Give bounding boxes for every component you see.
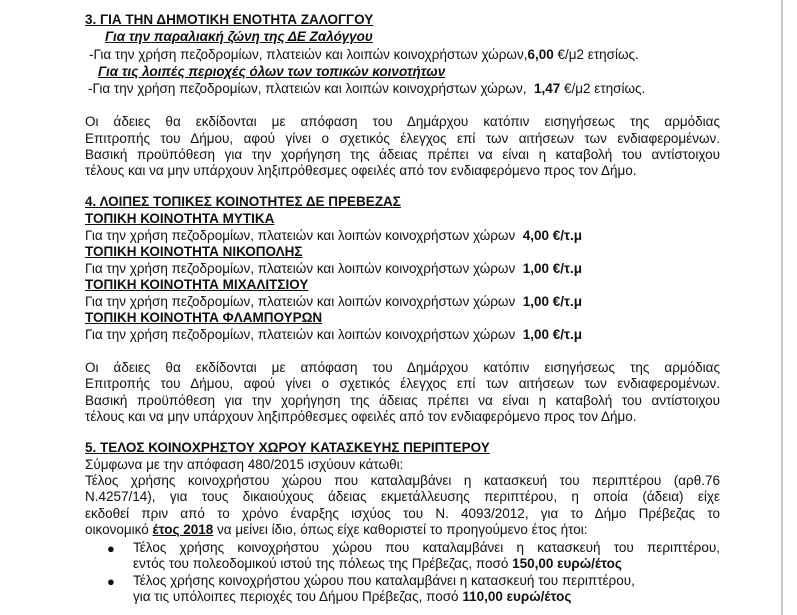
community-name: ΤΟΠΙΚΗ ΚΟΙΝΟΤΗΤΑ ΦΛΑΜΠΟΥΡΩΝ — [85, 310, 323, 325]
bullet-icon: ● — [107, 574, 115, 589]
paragraph-b-line: τέλους και να μην υπάρχουν ληξιπρόθεσμες οφειλές από τον ενδιαφερόμενο προς τον Δήμο. — [85, 409, 637, 424]
community-name: ΤΟΠΙΚΗ ΚΟΙΝΟΤΗΤΑ ΜΙΧΑΛΙΤΣΙΟΥ — [85, 277, 309, 292]
bullet-icon: ● — [107, 541, 115, 556]
section-4-heading: 4. ΛΟΙΠΕΣ ΤΟΠΙΚΕΣ ΚΟΙΝΟΤΗΤΕΣ ΔΕ ΠΡΕΒΕΖΑΣ — [85, 194, 401, 209]
community-fee-line: Για την χρήση πεζοδρομίων, πλατειών και λοιπών κοινοχρήστων χώρων 1,00 €/τ.μ — [85, 261, 583, 276]
community-fee-line: Για την χρήση πεζοδρομίων, πλατειών και λοιπών κοινοχρήστων χώρων 1,00 €/τ.μ — [85, 294, 583, 309]
section-5-intro: Σύμφωνα με την απόφαση 480/2015 ισχύουν κάτωθι: — [85, 457, 404, 472]
section-3-heading: 3. ΓΙΑ ΤΗΝ ΔΗΜΟΤΙΚΗ ΕΝΟΤΗΤΑ ΖΑΛΟΓΓΟΥ — [85, 12, 374, 27]
community-fee-line: Για την χρήση πεζοδρομίων, πλατειών και λοιπών κοινοχρήστων χώρων 1,00 €/τ.μ — [85, 327, 583, 342]
section-3-line-other: -Για την χρήση πεζοδρομίων, πλατειών και λοιπών κοινοχρήστων χώρων, 1,47 €/μ2 ετησίως. — [88, 81, 646, 96]
year-highlight: έτος 2018 — [152, 522, 214, 537]
bullet-2-line-1: Τέλος χρήσης κοινοχρήστου χώρου που καταλαμβάνει η κατασκευή του περιπτέρου, — [133, 573, 635, 588]
section-5-body-line: Ν.4257/14), για τους δικαιούχους άδειας εκμετάλλευσης περιπτέρου, η οποία (άδεια) είχε — [85, 489, 720, 504]
section-5-heading: 5. ΤΕΛΟΣ ΚΟΙΝΟΧΡΗΣΤΟΥ ΧΩΡΟΥ ΚΑΤΑΣΚΕΥΗΣ ΠΕΡΙΠΤΕΡΟΥ — [85, 440, 490, 455]
section-3-subheading-other: Για τις λοιπές περιοχές όλων των τοπικών κοινοτήτων — [98, 64, 446, 79]
page-edge — [781, 0, 783, 615]
community-name: ΤΟΠΙΚΗ ΚΟΙΝΟΤΗΤΑ ΝΙΚΟΠΟΛΗΣ — [85, 244, 303, 259]
bullet-2-line-2: για τις υπόλοιπες περιοχές του Δήμου Πρέβεζας, ποσό 110,00 ευρώ/έτος — [133, 589, 572, 604]
bullet-1-line-1: Τέλος χρήσης κοινοχρήστου χώρου που καταλαμβάνει η κατασκευή του περιπτέρου, — [133, 540, 720, 555]
paragraph-a-line: Βασική προϋπόθεση για την χορήγηση της άδειας πρέπει να είναι η καταβολή του αντίστοιχου — [85, 147, 720, 162]
community-fee-line: Για την χρήση πεζοδρομίων, πλατειών και λοιπών κοινοχρήστων χώρων 4,00 €/τ.μ — [85, 228, 583, 243]
section-5-body-last-line: οικονομικό έτος 2018 να μείνει ίδιο, όπως είχε καθοριστεί το προηγούμενο έτος ήτοι: — [85, 522, 588, 537]
paragraph-a-line: Επιτροπής του Δήμου, αφού γίνει ο σχετικός έλεγχος επί των αιτήσεων των ενδιαφερομένων. — [85, 131, 720, 146]
bullet-1-line-2: εντός του πολεοδομικού ιστού της πόλεως της Πρέβεζας, ποσό 150,00 ευρώ/έτος — [133, 556, 622, 571]
community-name: ΤΟΠΙΚΗ ΚΟΙΝΟΤΗΤΑ ΜΥΤΙΚΑ — [85, 211, 275, 226]
paragraph-b-line: Βασική προϋπόθεση για την χορήγηση της άδειας πρέπει να είναι η καταβολή του αντίστοιχου — [85, 393, 720, 408]
paragraph-b-line: Οι άδειες θα εκδίδονται με απόφαση του Δημάρχου κατόπιν εισηγήσεως της αρμόδιας — [85, 360, 720, 375]
section-5-body-line: εκδοθεί πριν από το χρόνο έναρξης ισχύος του Ν. 4093/2012, για το Δήμο Πρέβεζας το — [85, 506, 720, 521]
paragraph-b-line: Επιτροπής του Δήμου, αφού γίνει ο σχετικός έλεγχος επί των αιτήσεων των ενδιαφερομένων. — [85, 376, 720, 391]
section-3-line-coast: -Για την χρήση πεζοδρομίων, πλατειών και λοιπών κοινοχρήστων χώρων,6,00 €/μ2 ετησίως. — [89, 47, 639, 62]
paragraph-a-line: τέλους και να μην υπάρχουν ληξιπρόθεσμες οφειλές από τον ενδιαφερόμενο προς τον Δήμο. — [85, 163, 637, 178]
paragraph-a-line: Οι άδειες θα εκδίδονται με απόφαση του Δημάρχου κατόπιν εισηγήσεως της αρμόδιας — [85, 114, 720, 129]
section-3-subheading-coast: Για την παραλιακή ζώνη της ΔΕ Ζαλόγγου — [105, 29, 373, 44]
section-5-body-line: Τέλος χρήσης κοινοχρήστου χώρου που καταλαμβάνει η κατασκευή του περιπτέρου (αρθ.76 — [85, 473, 720, 488]
